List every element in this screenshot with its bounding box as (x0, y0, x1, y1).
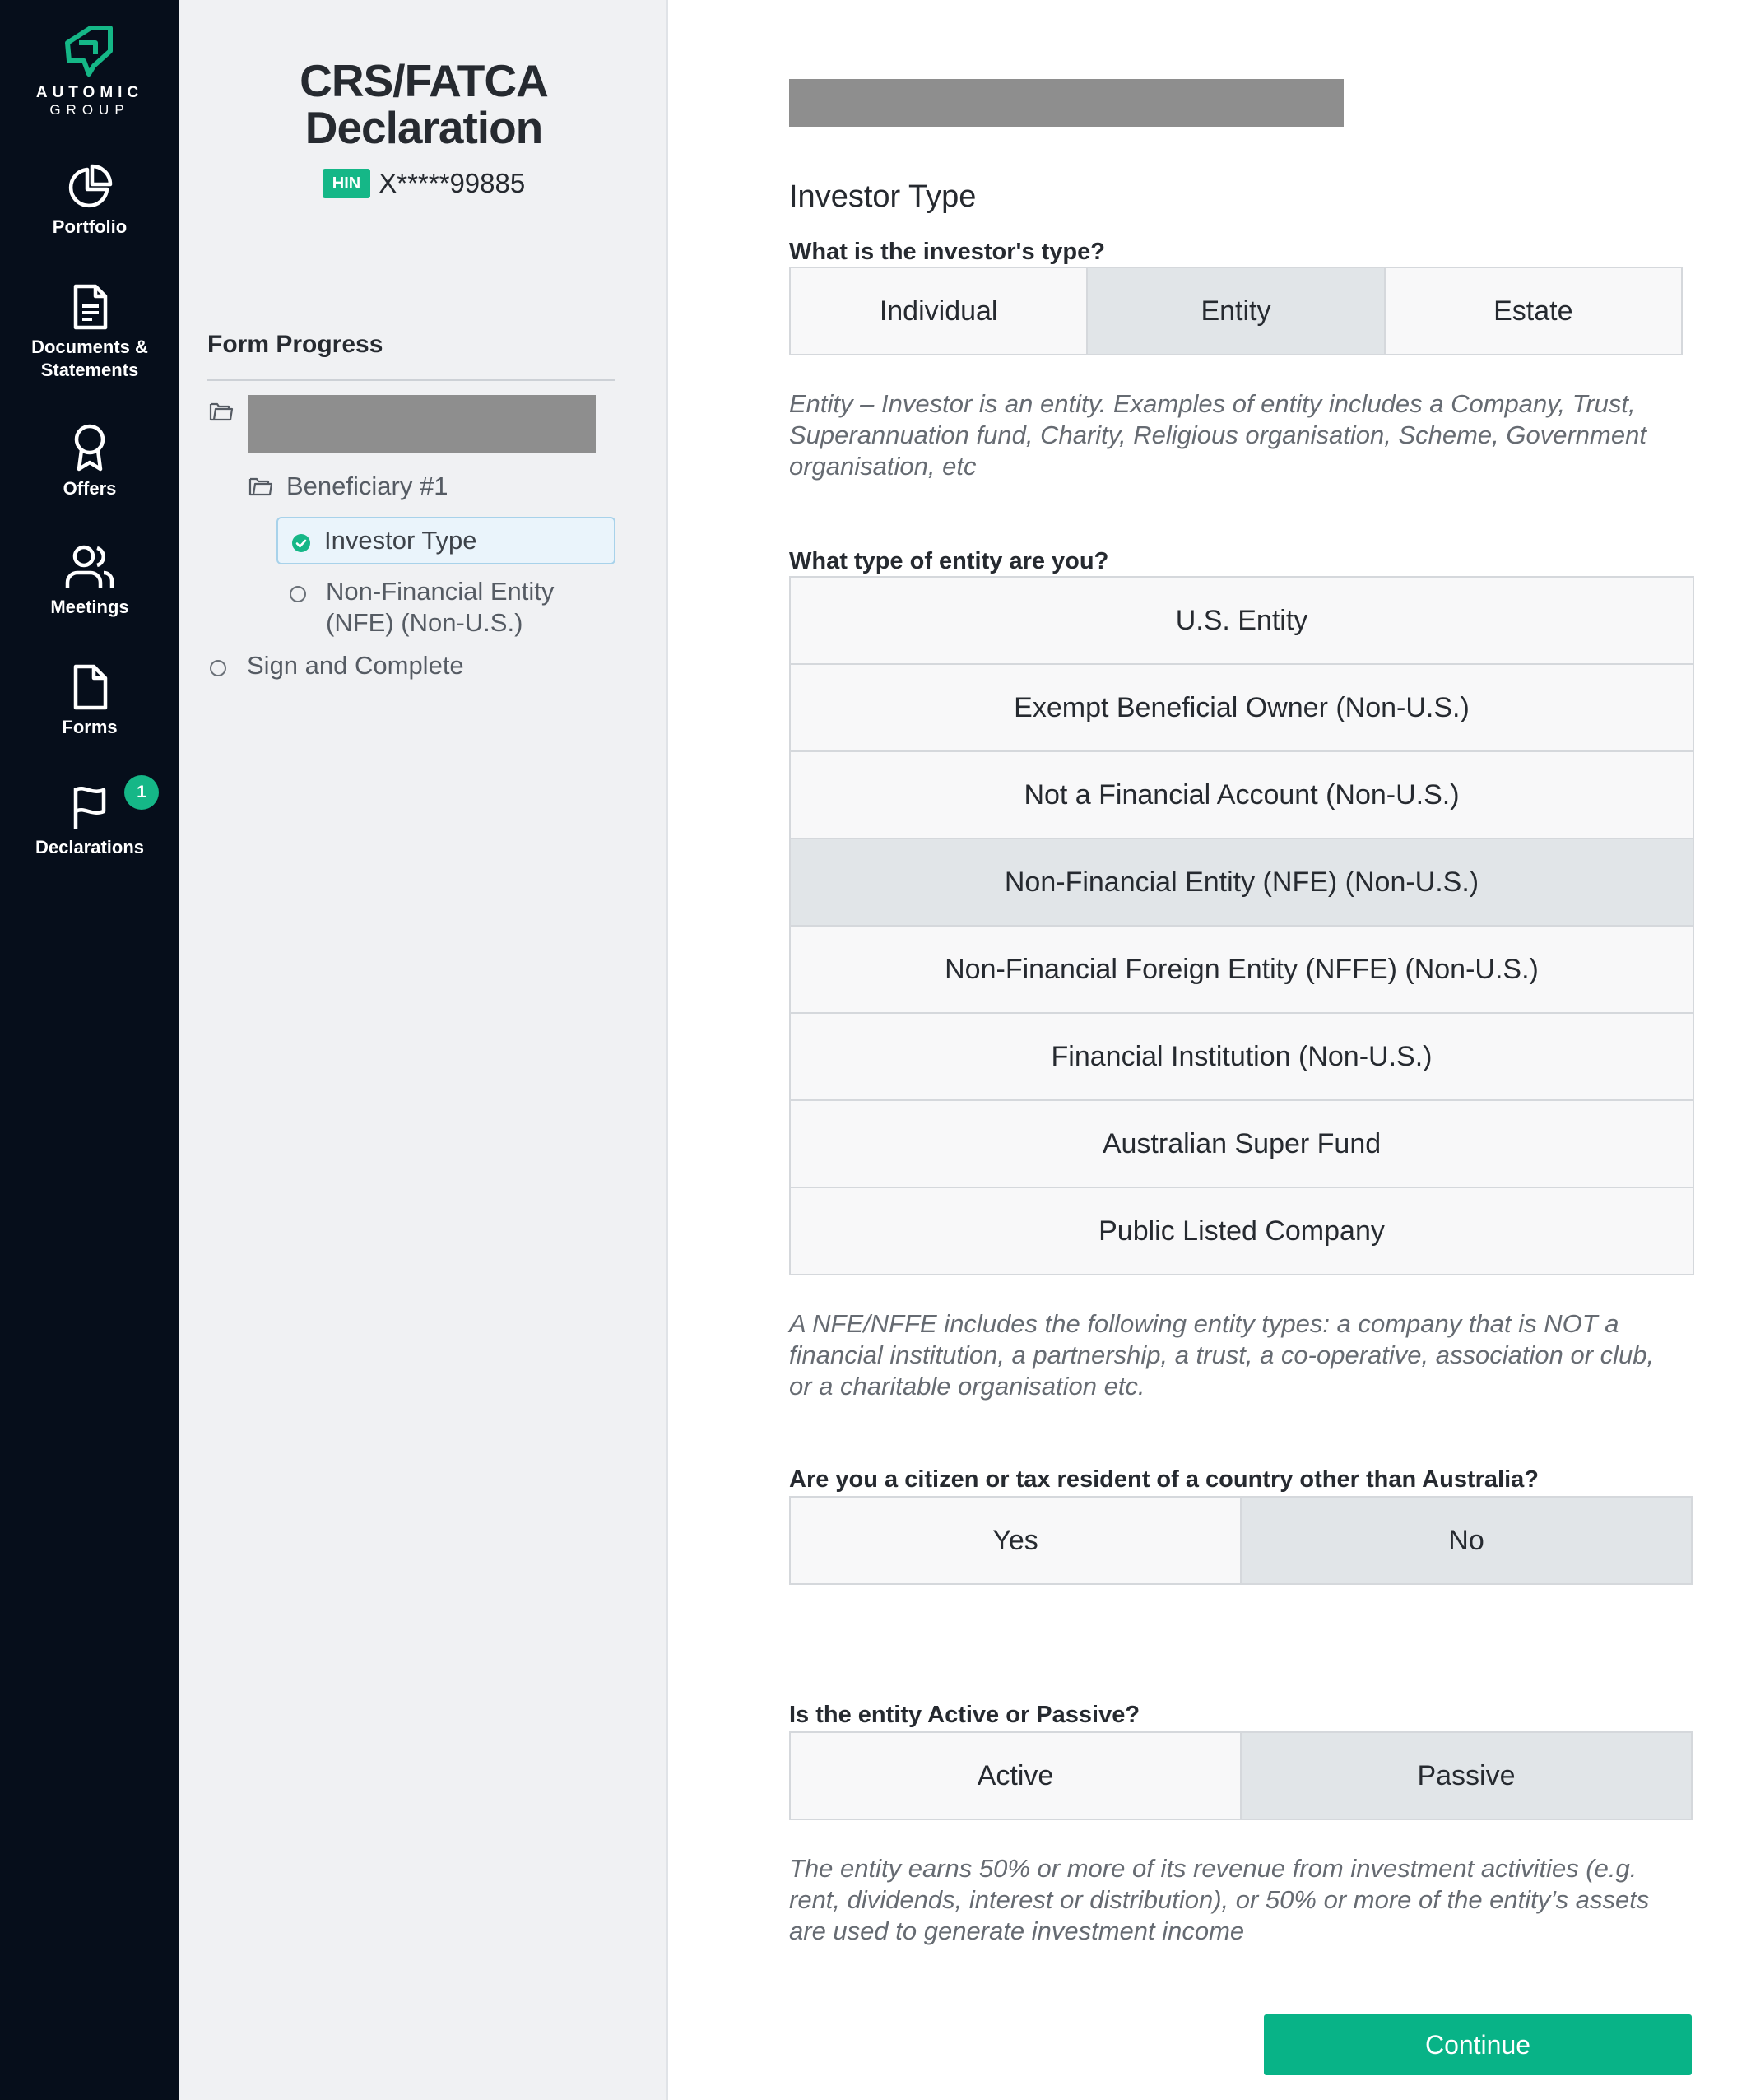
document-icon (66, 283, 114, 331)
flag-icon (66, 783, 114, 831)
award-ribbon-icon (66, 423, 114, 472)
option-financial-institution[interactable]: Financial Institution (Non-U.S.) (791, 1014, 1693, 1101)
automic-logo[interactable] (0, 25, 179, 118)
option-public-listed-company[interactable]: Public Listed Company (1098, 1215, 1385, 1247)
nav-item-meetings[interactable] (0, 543, 179, 619)
option-not-a-financial-account[interactable]: Not a Financial Account (Non-U.S.) (791, 752, 1693, 839)
question-active-passive: Is the entity Active or Passive? (789, 1702, 1140, 1728)
step-sign-and-complete[interactable]: Sign and Complete (247, 651, 464, 680)
step-nfe[interactable] (326, 576, 554, 639)
folder-icon (248, 476, 273, 497)
nav-label-documents: Documents & (31, 337, 148, 357)
file-icon (66, 663, 114, 711)
nav-item-portfolio[interactable] (0, 163, 179, 239)
option-us-entity[interactable]: U.S. Entity (791, 578, 1693, 665)
option-estate[interactable]: Estate (1493, 295, 1573, 327)
question-tax-residency: Are you a citizen or tax resident of a country other than Australia? (789, 1466, 1539, 1493)
sidebar-nav (0, 0, 179, 2100)
option-exempt-beneficial-owner[interactable]: Exempt Beneficial Owner (Non-U.S.) (791, 665, 1693, 752)
investor-type-selector (789, 267, 1683, 355)
nav-label-forms: Forms (62, 717, 118, 737)
question-investor-type: What is the investor's type? (789, 239, 1105, 265)
active-passive-selector (789, 1731, 1693, 1820)
question-entity-type: What type of entity are you? (789, 548, 1109, 574)
nav-item-documents[interactable] (0, 283, 179, 382)
nav-item-offers[interactable] (0, 423, 179, 500)
form-progress-divider (207, 379, 615, 381)
step-label-line2: (NFE) (Non-U.S.) (326, 608, 523, 637)
declarations-count-badge: 1 (124, 775, 159, 810)
section-title: Investor Type (789, 179, 977, 214)
nfe-hint: A NFE/NFFE includes the following entity types: a company that is NOT a financial institution, a partnership, a trust, a co-operative, association or club, or a charitable organisation etc. (789, 1309, 1655, 1401)
step-label: Investor Type (324, 526, 477, 555)
option-entity[interactable]: Entity (1088, 268, 1385, 354)
entity-hint: Entity – Investor is an entity. Examples of entity includes a Company, Trust, Superannuation fund, Charity, Religious organisation, Scheme, Government organisation, etc (789, 389, 1646, 481)
step-investor-type[interactable] (276, 517, 615, 564)
option-no[interactable]: No (1242, 1498, 1691, 1583)
form-progress-title: Form Progress (207, 331, 383, 358)
tax-residency-selector (789, 1496, 1693, 1585)
step-pending-icon (290, 586, 306, 602)
users-icon (64, 543, 115, 591)
nav-label-offers: Offers (63, 478, 117, 499)
folder-icon (209, 401, 234, 422)
step-pending-icon (210, 660, 226, 676)
logo-wordmark: AUTOMIC (35, 84, 144, 101)
nav-item-forms[interactable] (0, 663, 179, 739)
option-yes[interactable]: Yes (791, 1498, 1242, 1583)
passive-hint: The entity earns 50% or more of its revenue from investment activities (e.g. rent, dividends, interest or distribution), or 50% or more of the entity’s assets are used to generate investment income (789, 1854, 1650, 1945)
step-label: Non-Financial Entity (326, 577, 555, 606)
automic-logo-icon (61, 25, 118, 79)
page-title-line2: Declaration (304, 102, 543, 153)
hin-badge: HIN (323, 169, 370, 198)
redacted-account-name-bar (248, 395, 596, 453)
check-circle-icon (291, 533, 311, 553)
option-australian-super-fund[interactable]: Australian Super Fund (791, 1101, 1693, 1188)
logo-subtitle: GROUP (49, 102, 130, 118)
page-title-line1: CRS/FATCA (300, 55, 548, 106)
hin-row (179, 168, 668, 199)
entity-type-list (789, 576, 1694, 1275)
nav-label-statements: Statements (40, 360, 139, 380)
option-nfe[interactable]: Non-Financial Entity (NFE) (Non-U.S.) (791, 839, 1693, 927)
form-progress-panel (179, 0, 668, 2100)
nav-label-meetings: Meetings (50, 597, 129, 617)
page-title (179, 55, 668, 153)
continue-button[interactable]: Continue (1264, 2014, 1692, 2075)
main-form (668, 0, 1751, 2100)
option-passive[interactable]: Passive (1242, 1733, 1691, 1819)
option-active[interactable]: Active (791, 1733, 1242, 1819)
option-nffe[interactable]: Non-Financial Foreign Entity (NFFE) (Non-U.S.) (791, 927, 1693, 1014)
nav-label-declarations: Declarations (35, 837, 145, 857)
option-individual[interactable]: Individual (791, 268, 1088, 354)
nav-label-portfolio: Portfolio (52, 216, 128, 237)
hin-value: X*****99885 (379, 168, 526, 198)
redacted-header (789, 79, 1344, 127)
pie-chart-icon (66, 163, 114, 211)
tree-item-beneficiary[interactable]: Beneficiary #1 (286, 472, 448, 500)
